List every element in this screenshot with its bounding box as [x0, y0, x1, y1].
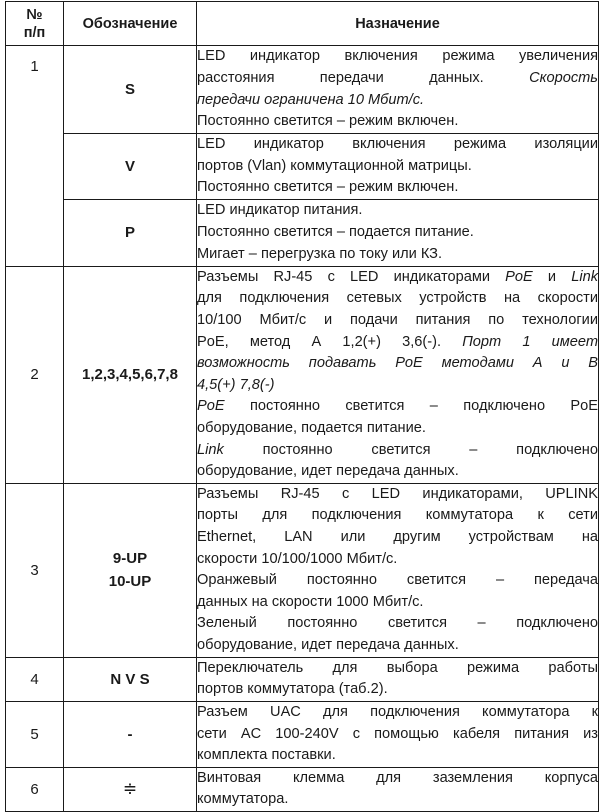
- designation-uplink: [64, 483, 197, 657]
- designation-ports-1-8: 1,2,3,4,5,6,7,8: [64, 266, 197, 483]
- designation-ground: [64, 767, 197, 811]
- desc-line-italic: Скорость: [529, 69, 598, 86]
- desc-line: расстояния передачи данных.: [197, 69, 484, 86]
- desc-line-italic: 4,5(+) 7,8(-): [197, 376, 275, 393]
- row-number: 4: [6, 657, 64, 701]
- table-row: [6, 266, 599, 483]
- table-row: [6, 767, 599, 811]
- header-purpose: Назначение: [197, 2, 599, 46]
- designation-nvs: N V S: [64, 657, 197, 701]
- desc-line: Винтовая клемма для заземления корпуса: [197, 769, 598, 786]
- desc-line: Оранжевый постоянно светится – передача: [197, 572, 598, 589]
- desc-line: Переключатель для выбора режима работы: [197, 659, 598, 676]
- desc-line: данных на скорости 1000 Мбит/с.: [197, 593, 424, 610]
- table-row: [6, 657, 599, 701]
- desc-line: Постоянно светится – подается питание.: [197, 223, 474, 240]
- port-indicator-table: [5, 1, 599, 812]
- purpose-uac: [197, 701, 599, 767]
- header-code: Обозначение: [64, 2, 197, 46]
- desc-line-italic: Link: [197, 441, 224, 458]
- designation-s: S: [64, 46, 197, 134]
- designation-uac: -: [64, 701, 197, 767]
- table-row: [6, 199, 599, 266]
- purpose-nvs: [197, 657, 599, 701]
- ground-terminal-icon: ≑: [122, 779, 138, 799]
- designation-9-up: 9-UP: [112, 550, 148, 568]
- desc-line: Разъемы RJ-45 с LED индикаторами, UPLINK: [197, 485, 598, 502]
- row-number: 6: [6, 767, 64, 811]
- purpose-v: [197, 134, 599, 200]
- desc-line: Постоянно светится – режим включен.: [197, 113, 459, 130]
- table-row: [6, 701, 599, 767]
- desc-line-italic: Link: [571, 268, 598, 285]
- desc-line: коммутатора.: [197, 791, 289, 808]
- table-row: [6, 483, 599, 657]
- desc-line-italic: PoE: [505, 268, 533, 285]
- table-row: [6, 134, 599, 200]
- desc-line: Ethernet, LAN или другим устройствам на: [197, 529, 598, 546]
- desc-line-italic: передачи ограничена 10 Мбит/с.: [197, 91, 425, 108]
- desc-line: портов (Vlan) коммутационной матрицы.: [197, 157, 472, 174]
- designation-p: P: [64, 199, 197, 266]
- desc-line: LED индикатор включения режима изоляции: [197, 136, 598, 152]
- row-number: 1: [6, 46, 64, 267]
- purpose-s: [197, 46, 599, 134]
- desc-line: 10/100 Мбит/с и подачи питания по технологии: [197, 311, 598, 328]
- purpose-ports-1-8: [197, 266, 599, 483]
- desc-line: Разъем UAC для подключения коммутатора к: [197, 703, 598, 720]
- desc-line: PoE, метод А 1,2(+) 3,6(-).: [197, 333, 442, 350]
- desc-line: Разъемы RJ-45 с LED индикаторами: [197, 268, 506, 285]
- desc-line: порты для подключения коммутатора к сети: [197, 507, 598, 524]
- table-row: [6, 46, 599, 134]
- desc-line: портов коммутатора (таб.2).: [197, 681, 388, 698]
- desc-line-italic: PoE: [197, 398, 225, 415]
- desc-line: сети AC 100-240V с помощью кабеля питания из: [197, 725, 598, 742]
- purpose-p: [197, 199, 599, 266]
- purpose-uplink: [197, 483, 599, 657]
- purpose-ground: [197, 767, 599, 811]
- desc-line: Постоянно светится – режим включен.: [197, 179, 459, 196]
- row-number: 3: [6, 483, 64, 657]
- desc-line: комплекта поставки.: [197, 747, 336, 764]
- desc-line: скорости 10/100/1000 Мбит/с.: [197, 550, 398, 567]
- desc-line-italic: возможность подавать PoE методами А и В: [197, 355, 598, 372]
- designation-10-up: 10-UP: [108, 573, 152, 591]
- desc-line: Зеленый постоянно светится – подключено: [197, 615, 598, 632]
- desc-line: оборудование, идет передача данных.: [197, 637, 459, 653]
- header-number-abbr: п/п: [23, 24, 46, 41]
- desc-line: постоянно светится – подключено: [262, 441, 598, 458]
- desc-line: LED индикатор включения режима увеличения: [197, 48, 598, 65]
- desc-line: оборудование, подается питание.: [197, 419, 426, 436]
- row-number: 2: [6, 266, 64, 483]
- desc-line-italic: Порт 1 имеет: [462, 333, 598, 350]
- desc-line: постоянно светится – подключено PoE: [249, 398, 598, 415]
- desc-line: для подключения сетевых устройств на скорости: [197, 290, 598, 307]
- designation-v: V: [64, 134, 197, 200]
- desc-line: Мигает – перегрузка по току или КЗ.: [197, 245, 443, 262]
- desc-line: LED индикатор питания.: [197, 202, 363, 219]
- desc-line: оборудование, идет передача данных.: [197, 463, 459, 480]
- table-header-row: [6, 2, 599, 46]
- header-number-symbol: №: [26, 6, 43, 23]
- desc-line: и: [532, 268, 572, 285]
- row-number: 5: [6, 701, 64, 767]
- header-number: [6, 2, 64, 46]
